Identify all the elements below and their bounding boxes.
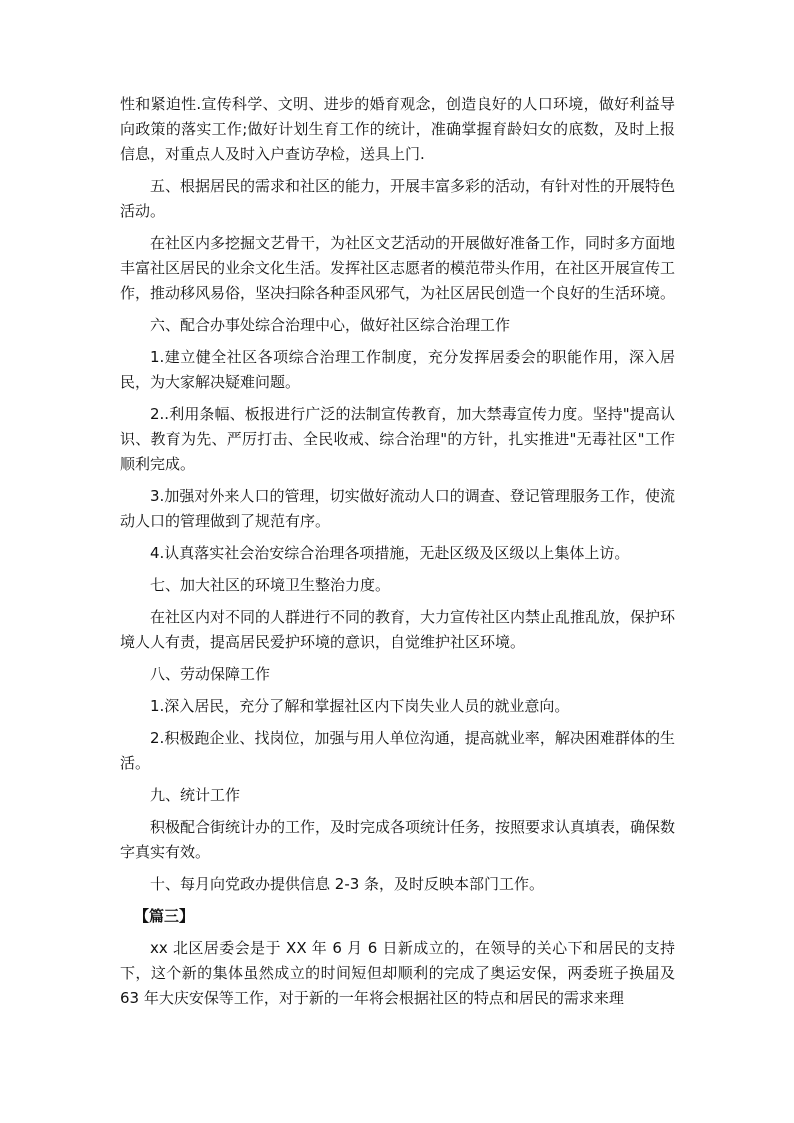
paragraph-environment: 在社区内对不同的人群进行不同的教育，大力宣传社区内禁止乱推乱放，保护环境人人有责，提高居民爱护环境的意识，自觉维护社区环境。 [120, 608, 676, 651]
list-item-labor-1: 1.深入居民，充分了解和掌握社区内下岗失业人员的就业意向。 [150, 697, 570, 715]
paragraph-part-three-intro: xx 北区居委会是于 XX 年 6 月 6 日新成立的，在领导的关心下和居民的支持下，这个新的集体虽然成立的时间短但却顺利的完成了奥运安保，两委班子换届及 63 年大庆安保等工作，对于新的一年将会根据社区的特点和居民的需求来理 [120, 939, 675, 1007]
section-heading-seven: 七、加大社区的环境卫生整治力度。 [150, 576, 391, 594]
list-item-governance-2: 2..利用条幅、板报进行广泛的法制宣传教育，加大禁毒宣传力度。坚持"提高认识、教育为先、严厉打击、全民收戒、综合治理"的方针，扎实推进"无毒社区"工作顺利完成。 [120, 405, 675, 473]
list-item-labor-2: 2.积极跑企业、找岗位，加强与用人单位沟通，提高就业率，解决困难群体的生活。 [120, 729, 675, 772]
list-item-governance-4: 4.认真落实社会治安综合治理各项措施，无赴区级及区级以上集体上访。 [150, 544, 630, 562]
chapter-heading-part-three: 【篇三】 [134, 907, 195, 925]
section-heading-eight: 八、劳动保障工作 [150, 665, 271, 683]
section-heading-five: 五、根据居民的需求和社区的能力，开展丰富多彩的活动，有针对性的开展特色活动。 [120, 177, 676, 220]
paragraph-statistics: 积极配合街统计办的工作，及时完成各项统计任务，按照要求认真填表，确保数字真实有效。 [120, 818, 676, 861]
document-body [120, 92, 675, 1018]
section-heading-ten: 十、每月向党政办提供信息 2-3 条，及时反映本部门工作。 [150, 875, 545, 893]
paragraph-family-planning-continued: 性和紧迫性.宣传科学、文明、进步的婚育观念，创造良好的人口环境，做好利益导向政策的落实工作;做好计划生育工作的统计，准确掌握育龄妇女的底数，及时上报信息，对重点人及时入户查访孕检，送具上门. [120, 95, 675, 163]
section-heading-nine: 九、统计工作 [150, 786, 241, 804]
paragraph-culture-activities: 在社区内多挖掘文艺骨干，为社区文艺活动的开展做好准备工作，同时多方面地丰富社区居民的业余文化生活。发挥社区志愿者的模范带头作用，在社区开展宣传工作，推动移风易俗，坚决扫除各种歪风邪气，为社区居民创造一个良好的生活环境。 [120, 234, 676, 302]
list-item-governance-3: 3.加强对外来人口的管理，切实做好流动人口的调查、登记管理服务工作，使流动人口的管理做到了规范有序。 [120, 487, 675, 530]
list-item-governance-1: 1.建立健全社区各项综合治理工作制度，充分发挥居委会的职能作用，深入居民，为大家解决疑难问题。 [120, 348, 675, 391]
section-heading-six: 六、配合办事处综合治理中心，做好社区综合治理工作 [150, 316, 511, 334]
